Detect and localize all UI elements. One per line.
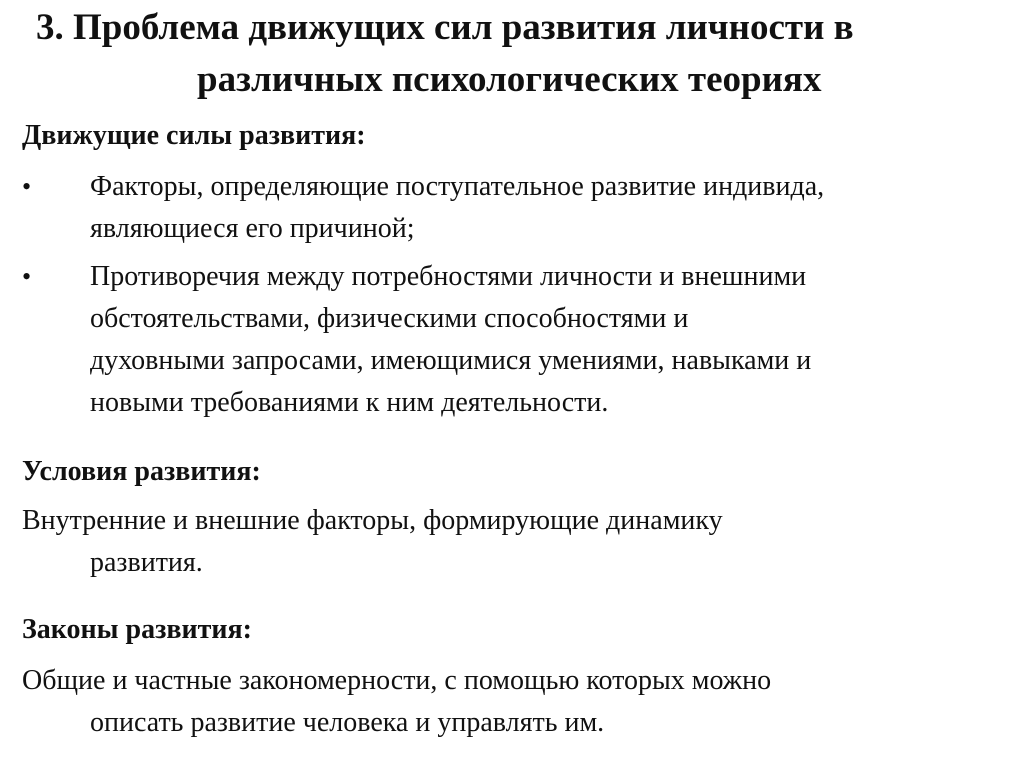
bullet-marker: • [22, 172, 32, 201]
driving-forces-heading: Движущие силы развития: [22, 120, 366, 151]
bullet-text-line: новыми требованиями к ним деятельности. [90, 387, 609, 418]
slide-title-line-2: различных психологических теориях [197, 59, 822, 100]
bullet-text [90, 256, 1010, 424]
slide-title-line-1: 3. Проблема движущих сил развития личности в [36, 7, 854, 48]
conditions-text [22, 500, 992, 584]
bullet-text [90, 166, 1010, 250]
bullet-text-line: являющиеся его причиной; [90, 213, 415, 244]
bullet-text-line: Противоречия между потребностями личности и внешними [90, 261, 807, 292]
bullet-marker: • [22, 262, 32, 291]
conditions-text-line: Внутренние и внешние факторы, формирующие динамику [22, 505, 723, 536]
laws-text [22, 660, 992, 744]
laws-text-line: Общие и частные закономерности, с помощью которых можно [22, 665, 772, 696]
conditions-heading: Условия развития: [22, 456, 261, 487]
bullet-text-line: Факторы, определяющие поступательное развитие индивида, [90, 171, 825, 202]
conditions-text-line: развития. [90, 547, 203, 578]
laws-text-line: описать развитие человека и управлять им. [90, 707, 605, 738]
laws-heading: Законы развития: [22, 614, 252, 645]
bullet-text-line: обстоятельствами, физическими способностями и [90, 303, 689, 334]
bullet-text-line: духовными запросами, имеющимися умениями, навыками и [90, 345, 812, 376]
